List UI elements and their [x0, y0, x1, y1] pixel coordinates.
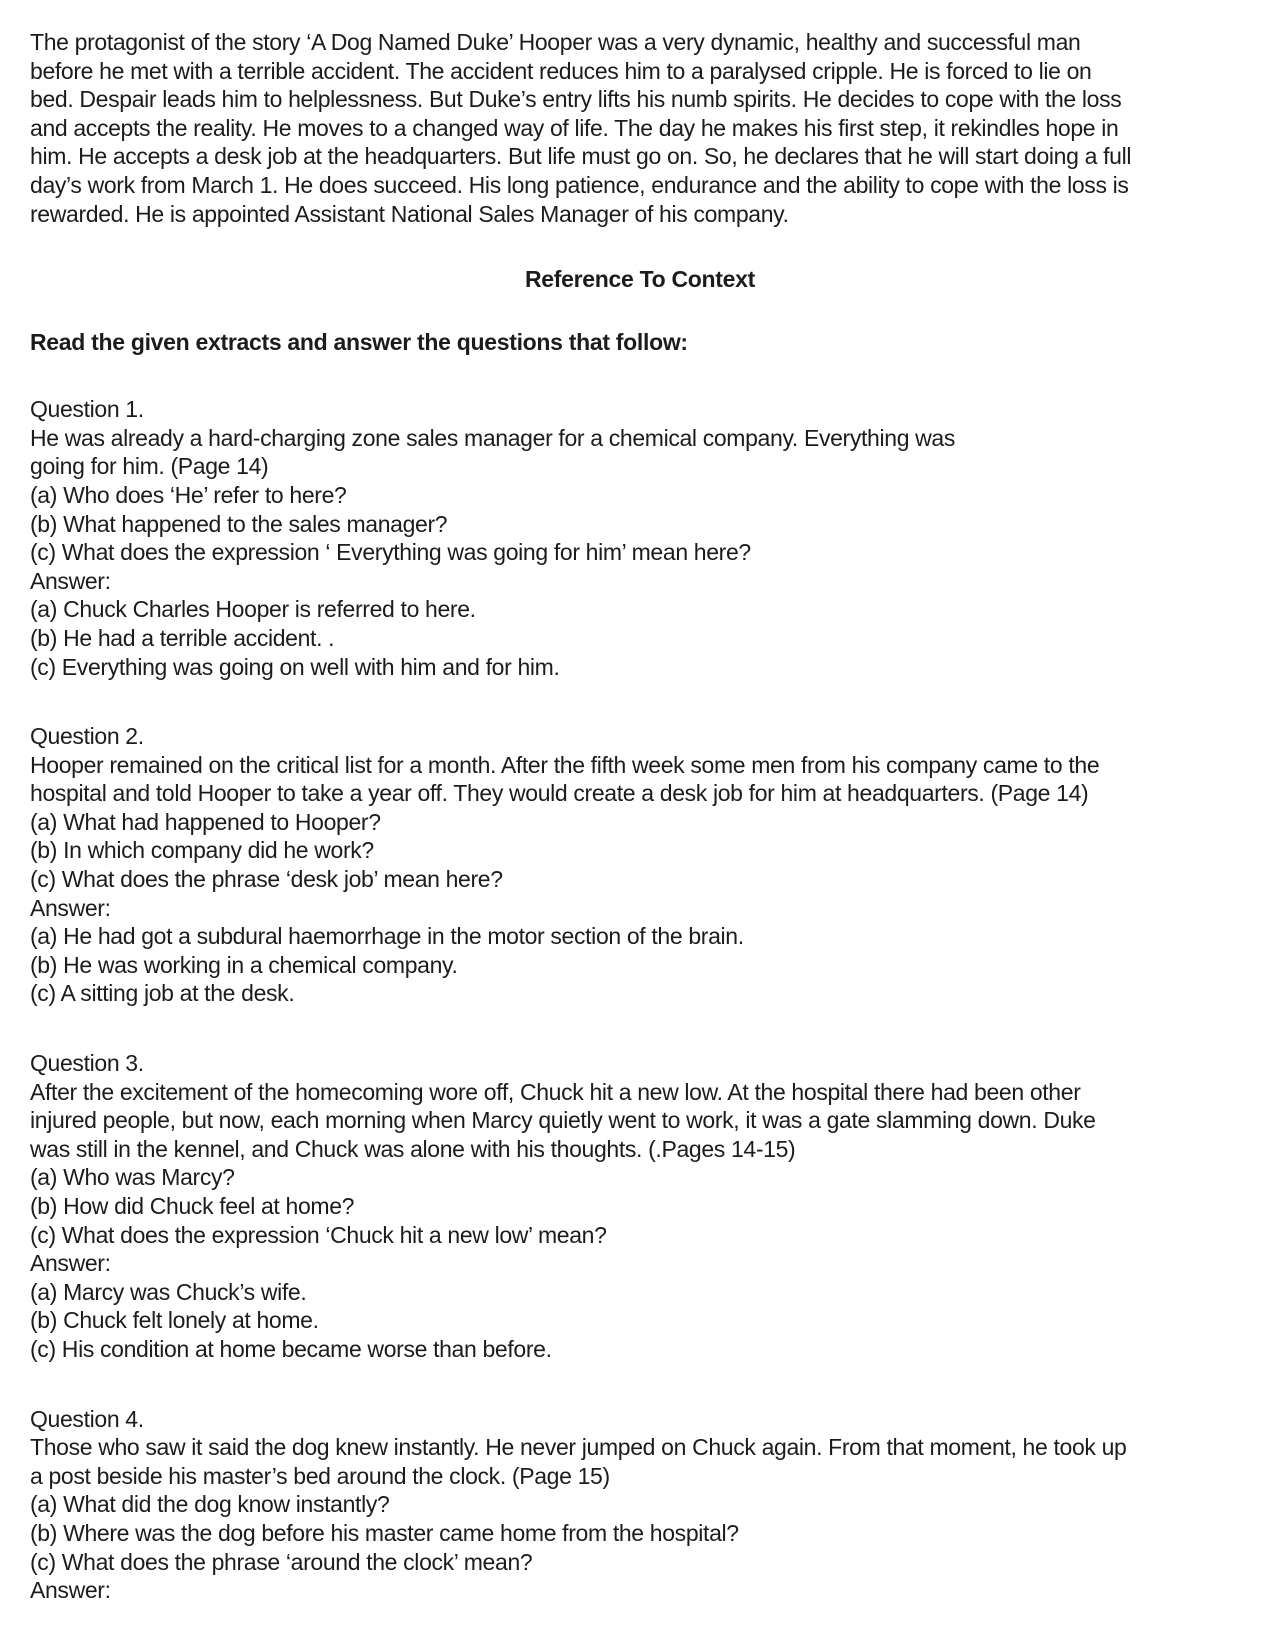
summary-line: and accepts the reality. He moves to a changed way of life. The day he makes his first step, it rekindles hope in — [30, 114, 1119, 141]
instruction-text: Read the given extracts and answer the questions that follow: — [30, 329, 688, 356]
question-block-2 — [30, 722, 1270, 1008]
extract-line: a post beside his master’s bed around the clock. (Page 15) — [30, 1462, 610, 1489]
sub-question: (a) Who does ‘He’ refer to here? — [30, 481, 347, 508]
answer-line: (a) He had got a subdural haemorrhage in the motor section of the brain. — [30, 923, 744, 950]
summary-line: before he met with a terrible accident. The accident reduces him to a paralysed cripple. He is forced to lie on — [30, 57, 1092, 84]
question-block-4 — [30, 1405, 1270, 1605]
sub-question: (a) Who was Marcy? — [30, 1164, 235, 1191]
sub-question: (c) What does the expression ‘Chuck hit a new low’ mean? — [30, 1221, 607, 1248]
document-page — [30, 28, 1270, 1605]
extract-line: was still in the kennel, and Chuck was alone with his thoughts. (.Pages 14-15) — [30, 1135, 796, 1162]
answer-label: Answer: — [30, 1577, 111, 1604]
extract-line: Hooper remained on the critical list for a month. After the fifth week some men from his company came to the — [30, 751, 1100, 778]
answer-label: Answer: — [30, 1250, 111, 1277]
answer-line: (c) Everything was going on well with him and for him. — [30, 653, 560, 680]
answer-label: Answer: — [30, 567, 111, 594]
question-title: Question 2. — [30, 723, 144, 750]
summary-paragraph — [30, 28, 1270, 228]
question-title: Question 1. — [30, 396, 144, 423]
answer-line: (a) Marcy was Chuck’s wife. — [30, 1278, 307, 1305]
sub-question: (a) What had happened to Hooper? — [30, 808, 381, 835]
question-title: Question 4. — [30, 1405, 144, 1432]
summary-line: rewarded. He is appointed Assistant National Sales Manager of his company. — [30, 200, 789, 227]
answer-line: (c) His condition at home became worse than before. — [30, 1335, 552, 1362]
sub-question: (b) What happened to the sales manager? — [30, 510, 448, 537]
answer-label: Answer: — [30, 894, 111, 921]
answer-line: (a) Chuck Charles Hooper is referred to here. — [30, 596, 476, 623]
sub-question: (c) What does the phrase ‘desk job’ mean here? — [30, 866, 503, 893]
sub-question: (b) Where was the dog before his master came home from the hospital? — [30, 1519, 739, 1546]
extract-line: hospital and told Hooper to take a year off. They would create a desk job for him at headquarters. (Page 14) — [30, 780, 1089, 807]
question-block-1 — [30, 395, 1270, 681]
summary-line: day’s work from March 1. He does succeed. His long patience, endurance and the ability to cope with the loss is — [30, 171, 1129, 198]
answer-line: (c) A sitting job at the desk. — [30, 980, 295, 1007]
answer-line: (b) He was working in a chemical company. — [30, 951, 458, 978]
sub-question: (a) What did the dog know instantly? — [30, 1491, 390, 1518]
question-title: Question 3. — [30, 1050, 144, 1077]
sub-question: (b) How did Chuck feel at home? — [30, 1193, 355, 1219]
summary-line: him. He accepts a desk job at the headquarters. But life must go on. So, he declares that he will start doing a full — [30, 143, 1132, 170]
extract-line: injured people, but now, each morning when Marcy quietly went to work, it was a gate slamming down. Duke — [30, 1107, 1096, 1134]
extract-line: After the excitement of the homecoming wore off, Chuck hit a new low. At the hospital there had been other — [30, 1078, 1081, 1105]
extract-line: He was already a hard-charging zone sales manager for a chemical company. Everything was — [30, 424, 956, 451]
extract-line: going for him. (Page 14) — [30, 453, 269, 480]
sub-question: (b) In which company did he work? — [30, 837, 374, 864]
sub-question: (c) What does the expression ‘ Everything was going for him’ mean here? — [30, 539, 751, 566]
sub-question: (c) What does the phrase ‘around the clock’ mean? — [30, 1548, 533, 1575]
extract-line: Those who saw it said the dog knew instantly. He never jumped on Chuck again. From that moment, he took up — [30, 1434, 1127, 1461]
summary-line: bed. Despair leads him to helplessness. But Duke’s entry lifts his numb spirits. He decides to cope with the loss — [30, 86, 1122, 113]
section-heading: Reference To Context — [524, 266, 755, 293]
summary-line: The protagonist of the story ‘A Dog Named Duke’ Hooper was a very dynamic, healthy and successful man — [30, 29, 1081, 55]
answer-line: (b) He had a terrible accident. . — [30, 624, 335, 651]
answer-line: (b) Chuck felt lonely at home. — [30, 1307, 319, 1334]
question-block-3 — [30, 1049, 1270, 1364]
